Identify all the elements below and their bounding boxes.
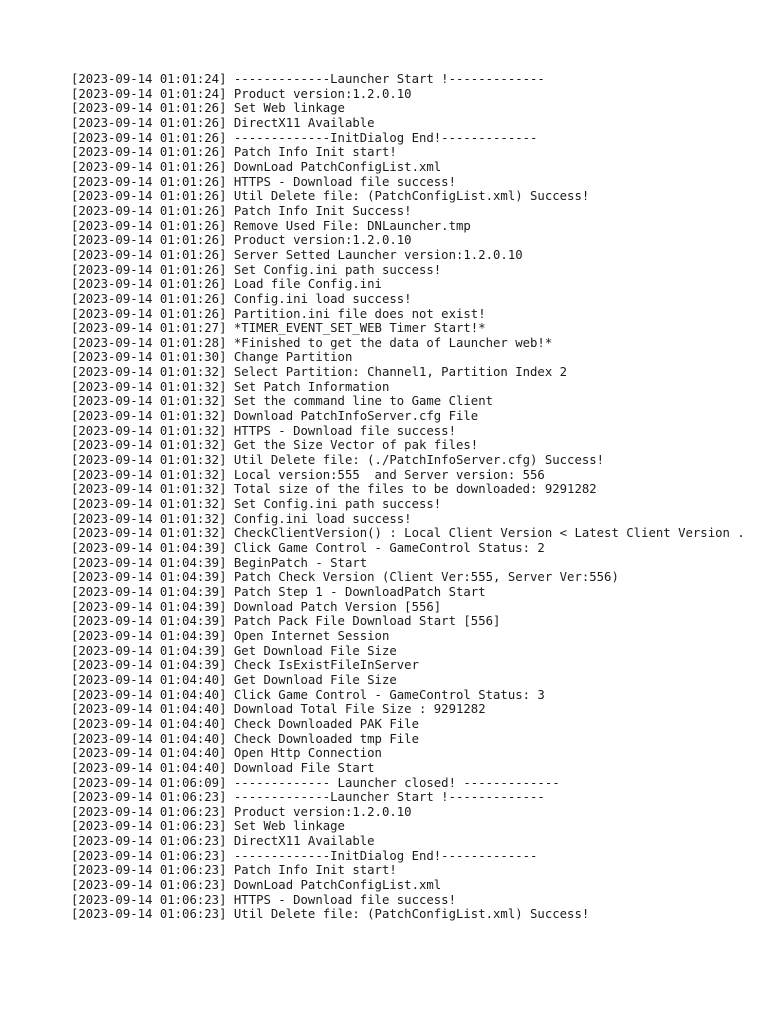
log-line: [71, 233, 761, 248]
log-line: [71, 189, 761, 204]
log-line: [71, 805, 761, 820]
log-line: [71, 482, 761, 497]
log-message: ------------- Launcher closed! -------------: [233, 775, 560, 790]
log-message: Patch Info Init Success!: [233, 203, 412, 218]
log-timestamp: [2023-09-14 01:01:32]: [71, 467, 227, 482]
log-message: DirectX11 Available: [233, 834, 375, 849]
log-timestamp: [2023-09-14 01:04:40]: [71, 702, 227, 717]
log-line: [71, 834, 761, 849]
log-line: [71, 526, 761, 541]
log-timestamp: [2023-09-14 01:01:26]: [71, 189, 227, 204]
log-timestamp: [2023-09-14 01:01:26]: [71, 218, 227, 233]
log-message: Product version:1.2.0.10: [233, 233, 412, 248]
log-line: [71, 849, 761, 864]
log-line: [71, 292, 761, 307]
log-message: Patch Step 1 - DownloadPatch Start: [233, 584, 486, 599]
log-timestamp: [2023-09-14 01:01:32]: [71, 379, 227, 394]
log-timestamp: [2023-09-14 01:01:32]: [71, 511, 227, 526]
log-timestamp: [2023-09-14 01:06:23]: [71, 863, 227, 878]
log-message: Set Config.ini path success!: [233, 497, 442, 512]
log-message: DownLoad PatchConfigList.xml: [233, 159, 442, 174]
log-line: [71, 863, 761, 878]
log-text: [71, 72, 761, 922]
log-timestamp: [2023-09-14 01:01:27]: [71, 321, 227, 336]
log-line: [71, 380, 761, 395]
log-message: Util Delete file: (PatchConfigList.xml) Success!: [233, 907, 590, 922]
log-line: [71, 468, 761, 483]
log-timestamp: [2023-09-14 01:01:32]: [71, 423, 227, 438]
log-message: Product version:1.2.0.10: [233, 804, 412, 819]
log-timestamp: [2023-09-14 01:01:30]: [71, 350, 227, 365]
log-timestamp: [2023-09-14 01:04:40]: [71, 687, 227, 702]
log-timestamp: [2023-09-14 01:04:39]: [71, 541, 227, 555]
log-timestamp: [2023-09-14 01:06:23]: [71, 819, 227, 834]
log-line: [71, 732, 761, 747]
log-timestamp: [2023-09-14 01:01:26]: [71, 247, 227, 262]
log-timestamp: [2023-09-14 01:01:26]: [71, 130, 227, 145]
log-timestamp: [2023-09-14 01:04:39]: [71, 584, 227, 599]
log-timestamp: [2023-09-14 01:04:40]: [71, 672, 227, 687]
log-timestamp: [2023-09-14 01:04:40]: [71, 760, 227, 775]
log-timestamp: [2023-09-14 01:04:39]: [71, 628, 227, 643]
log-message: Set Web linkage: [233, 819, 345, 834]
log-timestamp: [2023-09-14 01:04:40]: [71, 716, 227, 731]
log-message: Server Setted Launcher version:1.2.0.10: [233, 247, 523, 262]
log-line: [71, 614, 761, 629]
log-line: [71, 72, 761, 87]
log-message: HTTPS - Download file success!: [233, 892, 456, 907]
log-timestamp: [2023-09-14 01:01:26]: [71, 306, 227, 321]
log-message: Change Partition: [233, 350, 353, 365]
log-line: [71, 204, 761, 219]
log-line: [71, 307, 761, 322]
log-timestamp: [2023-09-14 01:01:32]: [71, 453, 227, 468]
log-message: Set Patch Information: [233, 379, 390, 394]
log-timestamp: [2023-09-14 01:06:23]: [71, 834, 227, 849]
log-message: DownLoad PatchConfigList.xml: [233, 878, 442, 893]
log-line: [71, 702, 761, 717]
log-message: Load file Config.ini: [233, 277, 382, 292]
log-timestamp: [2023-09-14 01:01:24]: [71, 72, 227, 86]
log-line: [71, 101, 761, 116]
log-message: Patch Check Version (Client Ver:555, Server Ver:556): [233, 570, 619, 585]
log-line: [71, 365, 761, 380]
log-timestamp: [2023-09-14 01:04:40]: [71, 731, 227, 746]
log-line: [71, 277, 761, 292]
log-line: [71, 644, 761, 659]
log-line: [71, 790, 761, 805]
log-line: [71, 673, 761, 688]
log-line: [71, 263, 761, 278]
log-message: *Finished to get the data of Launcher web!*: [233, 335, 553, 350]
log-line: [71, 394, 761, 409]
log-timestamp: [2023-09-14 01:01:26]: [71, 262, 227, 277]
log-line: [71, 438, 761, 453]
log-line: [71, 629, 761, 644]
log-message: Patch Info Init start!: [233, 145, 397, 160]
log-message: Set the command line to Game Client: [233, 394, 494, 409]
log-timestamp: [2023-09-14 01:04:39]: [71, 599, 227, 614]
log-message: Download Patch Version [556]: [233, 599, 442, 614]
log-timestamp: [2023-09-14 01:04:39]: [71, 570, 227, 585]
log-message: *TIMER_EVENT_SET_WEB Timer Start!*: [233, 321, 486, 336]
log-timestamp: [2023-09-14 01:06:09]: [71, 775, 227, 790]
log-message: Click Game Control - GameControl Status: 3: [233, 687, 545, 702]
log-message: Util Delete file: (./PatchInfoServer.cfg) Success!: [233, 453, 605, 468]
log-message: Get Download File Size: [233, 643, 397, 658]
log-message: -------------Launcher Start !-------------: [233, 72, 545, 86]
log-timestamp: [2023-09-14 01:04:39]: [71, 614, 227, 629]
log-line: [71, 570, 761, 585]
log-message: -------------InitDialog End!-------------: [233, 130, 538, 145]
log-line: [71, 321, 761, 336]
log-message: Partition.ini file does not exist!: [233, 306, 486, 321]
log-line: [71, 878, 761, 893]
log-timestamp: [2023-09-14 01:06:23]: [71, 907, 227, 922]
log-timestamp: [2023-09-14 01:01:32]: [71, 394, 227, 409]
log-message: Set Web linkage: [233, 101, 345, 116]
log-line: [71, 541, 761, 556]
log-line: [71, 248, 761, 263]
log-message: Check Downloaded tmp File: [233, 731, 419, 746]
log-line: [71, 556, 761, 571]
log-message: Select Partition: Channel1, Partition Index 2: [233, 365, 568, 380]
log-timestamp: [2023-09-14 01:01:32]: [71, 365, 227, 380]
log-timestamp: [2023-09-14 01:01:32]: [71, 497, 227, 512]
log-timestamp: [2023-09-14 01:01:26]: [71, 291, 227, 306]
log-line: [71, 409, 761, 424]
log-timestamp: [2023-09-14 01:06:23]: [71, 848, 227, 863]
log-message: Set Config.ini path success!: [233, 262, 442, 277]
log-message: Product version:1.2.0.10: [233, 86, 412, 101]
log-message: Download Total File Size : 9291282: [233, 702, 486, 717]
log-line: [71, 175, 761, 190]
log-message: Patch Info Init start!: [233, 863, 397, 878]
log-line: [71, 512, 761, 527]
log-line: [71, 160, 761, 175]
log-line: [71, 688, 761, 703]
log-message: Open Internet Session: [233, 628, 390, 643]
log-line: [71, 819, 761, 834]
log-message: Config.ini load success!: [233, 291, 412, 306]
log-message: DirectX11 Available: [233, 115, 375, 130]
log-message: Download File Start: [233, 760, 375, 775]
log-line: [71, 350, 761, 365]
log-timestamp: [2023-09-14 01:06:23]: [71, 878, 227, 893]
log-message: Open Http Connection: [233, 746, 382, 761]
log-message: Patch Pack File Download Start [556]: [233, 614, 501, 629]
log-timestamp: [2023-09-14 01:01:26]: [71, 233, 227, 248]
log-timestamp: [2023-09-14 01:06:23]: [71, 804, 227, 819]
log-message: Check Downloaded PAK File: [233, 716, 419, 731]
log-timestamp: [2023-09-14 01:01:32]: [71, 526, 227, 541]
log-message: Util Delete file: (PatchConfigList.xml) Success!: [233, 189, 590, 204]
log-message: Download PatchInfoServer.cfg File: [233, 409, 479, 424]
log-line: [71, 336, 761, 351]
log-line: [71, 600, 761, 615]
log-timestamp: [2023-09-14 01:04:39]: [71, 555, 227, 570]
log-message: -------------InitDialog End!-------------: [233, 848, 538, 863]
log-line: [71, 116, 761, 131]
log-timestamp: [2023-09-14 01:06:23]: [71, 892, 227, 907]
log-timestamp: [2023-09-14 01:01:32]: [71, 438, 227, 453]
log-timestamp: [2023-09-14 01:01:24]: [71, 86, 227, 101]
log-timestamp: [2023-09-14 01:01:26]: [71, 101, 227, 116]
log-timestamp: [2023-09-14 01:01:32]: [71, 482, 227, 497]
log-line: [71, 893, 761, 908]
log-message: -------------Launcher Start !-------------: [233, 790, 545, 805]
log-line: [71, 776, 761, 791]
log-timestamp: [2023-09-14 01:01:26]: [71, 145, 227, 160]
log-line: [71, 585, 761, 600]
log-message: HTTPS - Download file success!: [233, 423, 456, 438]
log-message: Config.ini load success!: [233, 511, 412, 526]
log-timestamp: [2023-09-14 01:04:40]: [71, 746, 227, 761]
log-message: Get Download File Size: [233, 672, 397, 687]
log-line: [71, 746, 761, 761]
log-message: HTTPS - Download file success!: [233, 174, 456, 189]
log-timestamp: [2023-09-14 01:04:39]: [71, 643, 227, 658]
log-line: [71, 761, 761, 776]
log-message: CheckClientVersion() : Local Client Version < Latest Client Version .: [233, 526, 745, 541]
log-timestamp: [2023-09-14 01:01:26]: [71, 115, 227, 130]
log-message: Get the Size Vector of pak files!: [233, 438, 479, 453]
log-message: BeginPatch - Start: [233, 555, 368, 570]
log-line: [71, 907, 761, 922]
log-line: [71, 219, 761, 234]
log-timestamp: [2023-09-14 01:04:39]: [71, 658, 227, 673]
log-line: [71, 424, 761, 439]
log-line: [71, 87, 761, 102]
log-line: [71, 131, 761, 146]
log-timestamp: [2023-09-14 01:01:26]: [71, 174, 227, 189]
log-message: Click Game Control - GameControl Status: 2: [233, 541, 545, 555]
log-timestamp: [2023-09-14 01:01:26]: [71, 277, 227, 292]
log-message: Local version:555 and Server version: 556: [233, 467, 545, 482]
log-timestamp: [2023-09-14 01:01:26]: [71, 159, 227, 174]
log-line: [71, 453, 761, 468]
log-line: [71, 145, 761, 160]
log-timestamp: [2023-09-14 01:01:26]: [71, 203, 227, 218]
log-timestamp: [2023-09-14 01:01:28]: [71, 335, 227, 350]
log-message: Remove Used File: DNLauncher.tmp: [233, 218, 471, 233]
log-timestamp: [2023-09-14 01:06:23]: [71, 790, 227, 805]
log-line: [71, 658, 761, 673]
log-line: [71, 717, 761, 732]
log-line: [71, 497, 761, 512]
log-message: Total size of the files to be downloaded: 9291282: [233, 482, 597, 497]
log-timestamp: [2023-09-14 01:01:32]: [71, 409, 227, 424]
log-message: Check IsExistFileInServer: [233, 658, 419, 673]
